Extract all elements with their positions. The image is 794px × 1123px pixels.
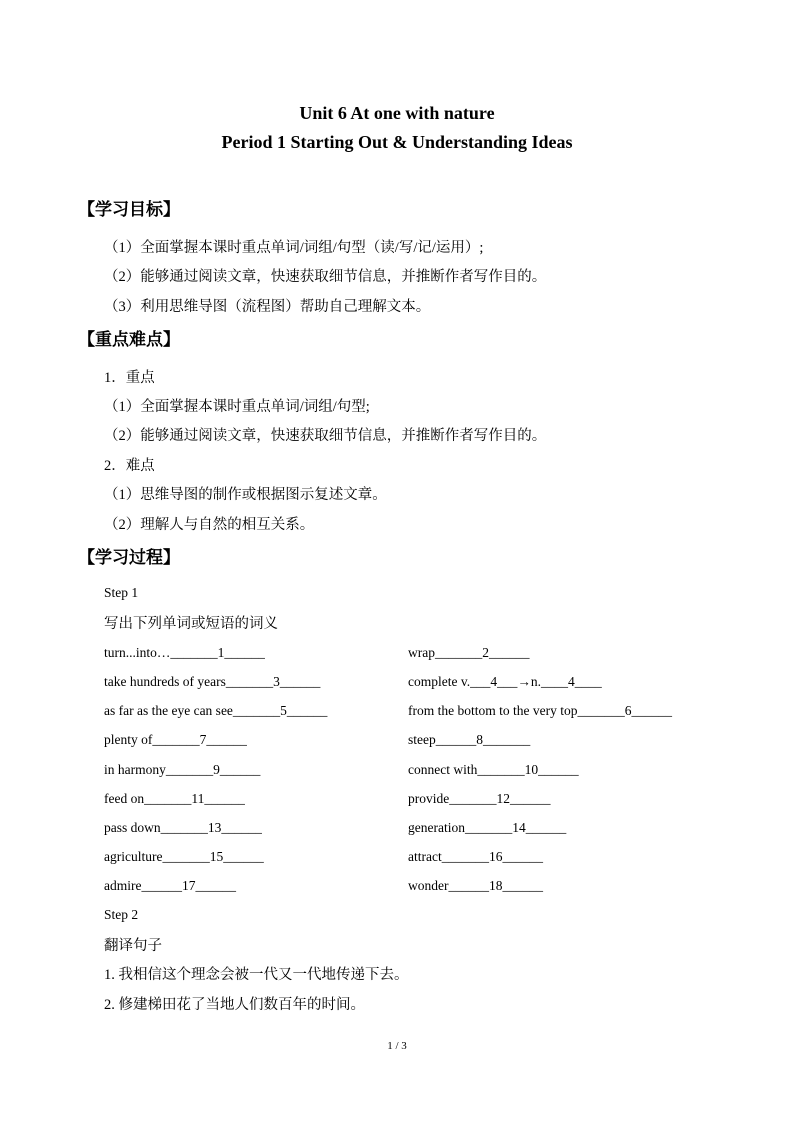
vocab-item: take hundreds of years_______3______ [104,674,321,689]
vocab-item: feed on_______11______ [104,791,245,806]
difficulties-item: （1）思维导图的制作或根据图示复述文章。 [104,487,387,503]
vocab-item: agriculture_______15______ [104,849,264,864]
vocab-item: admire______17______ [104,878,236,893]
page-title: Unit 6 At one with nature [299,103,495,123]
difficulties-subtitle: 2．难点 [104,458,155,474]
vocab-item: steep______8_______ [408,732,531,747]
keypoints-subtitle: 1．重点 [104,370,155,386]
objectives-heading: 【学习目标】 [78,200,180,219]
step1-label: Step 1 [104,585,139,600]
vocab-item: complete v.___4___→n.____4____ [408,674,602,689]
objective-item: （3）利用思维导图（流程图）帮助自己理解文本。 [104,299,431,315]
keypoints-item: （2）能够通过阅读文章，快速获取细节信息，并推断作者写作目的。 [104,428,547,444]
keypoints-heading: 【重点难点】 [78,330,180,349]
page-subtitle: Period 1 Starting Out & Understanding Ideas [221,132,573,152]
vocab-item: pass down_______13______ [104,820,262,835]
keypoints-item: （1）全面掌握本课时重点单词/词组/句型; [104,399,370,415]
sentence-item: 2. 修建梯田花了当地人们数百年的时间。 [104,997,365,1013]
page-number: 1 / 3 [387,1040,407,1052]
vocab-item: generation_______14______ [408,820,567,835]
vocab-item: as far as the eye can see_______5______ [104,703,328,718]
objective-item: （1）全面掌握本课时重点单词/词组/句型（读/写/记/运用）; [104,240,484,256]
vocab-item: from the bottom to the very top_______6______ [408,703,672,718]
step1-instruction: 写出下列单词或短语的词义 [104,616,278,632]
difficulties-item: （2）理解人与自然的相互关系。 [104,517,315,533]
objective-item: （2）能够通过阅读文章，快速获取细节信息，并推断作者写作目的。 [104,269,547,285]
vocab-item: provide_______12______ [408,791,551,806]
sentence-item: 1. 我相信这个理念会被一代又一代地传递下去。 [104,967,409,983]
vocab-item: in harmony_______9______ [104,762,261,777]
step2-instruction: 翻译句子 [104,938,162,954]
vocab-item: attract_______16______ [408,849,543,864]
process-heading: 【学习过程】 [78,548,180,567]
step2-label: Step 2 [104,907,139,922]
vocab-item: wrap_______2______ [408,645,530,660]
vocab-item: turn...into…_______1______ [104,645,265,660]
vocab-item: plenty of_______7______ [104,732,247,747]
vocab-item: connect with_______10______ [408,762,579,777]
vocab-item: wonder______18______ [408,878,543,893]
